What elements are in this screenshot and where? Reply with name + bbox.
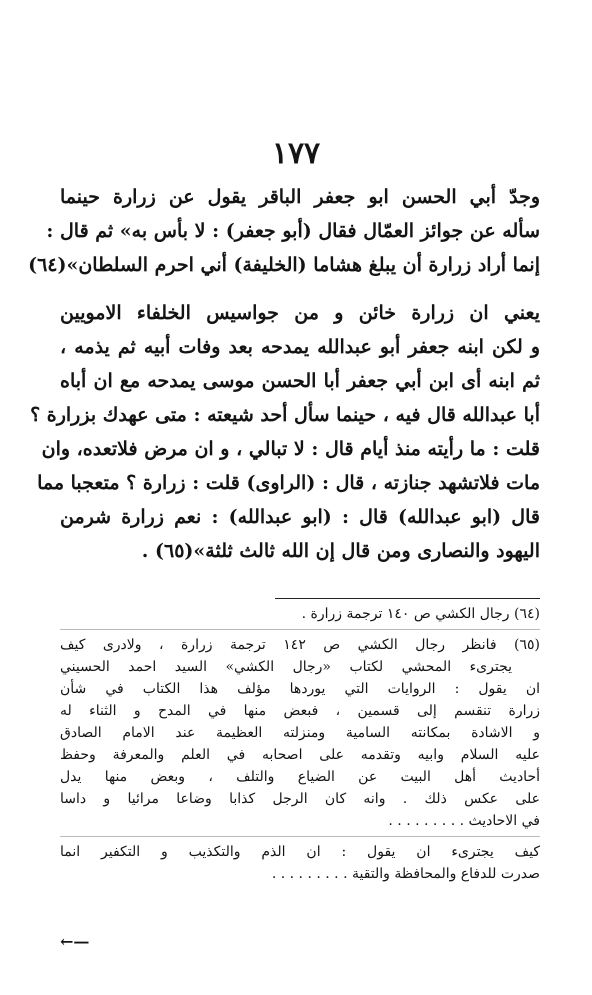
footnote-line: أحاديث أهل البيت عن الضياع والتلف ، وبعض منها يدل (60, 769, 540, 785)
main-text (28, 180, 540, 568)
body-line: يعني ان زرارة خائن و من جواسيس الخلفاء الامويين (60, 302, 540, 324)
body-line: إنما أراد زرارة أن يبلغ هشاما (الخليفة) أني احرم السلطان»(٦٤) (28, 254, 540, 276)
footnote-line: صدرت للدفاع والمحافظة والتقية . . . . . . . . . (271, 866, 540, 882)
footnote-rule (275, 598, 540, 599)
footnote-line: ان يقول : الروايات التي يوردها مؤلف هذا الكتاب في شأن (60, 681, 540, 697)
body-line: سأله عن جوائز العمّال فقال (أبو جعفر) : لا بأس به» ثم قال : (46, 220, 540, 242)
body-line: قلت : ما رأيته منذ أيام قال : لا تبالي ، و ان مرض فلاتعده، وان (41, 438, 540, 460)
body-line: وجدّ أبي الحسن ابو جعفر الباقر يقول عن زرارة حينما (60, 186, 540, 208)
footnote-line: على عكس ذلك . وانه كان الرجل كذابا وضاعا مرائيا و داسا (60, 791, 540, 807)
footnotes (60, 603, 540, 885)
body-line: مات فلاتشهد جنازته ، قال : (الراوى) قلت : زرارة ؟ متعجبا مما (37, 472, 540, 494)
footnote-line: (٦٤) رجال الكشي ص ١٤٠ ترجمة زرارة . (301, 606, 540, 622)
body-line: و لكن ابنه جعفر أبو عبدالله يمدحه بعد وفات أبيه ثم يذمه ، (60, 336, 540, 358)
continue-arrow-icon: ←— (60, 932, 90, 951)
footnote-line: عليه السلام وابيه وتقدمه على اصحابه في العلم والمعرفة وحفظ (60, 747, 540, 763)
footnote-line: (٦٥) فانظر رجال الكشي ص ١٤٢ ترجمة زرارة ، ولادرى كيف (60, 637, 540, 653)
footnote-line: يجترىء المحشي لكتاب «رجال الكشي» السيد احمد الحسيني (60, 659, 512, 675)
footnote-divider (60, 629, 540, 630)
page-number: ١٧٧ (271, 136, 321, 171)
footnote-line: زرارة تنقسم إلى قسمين ، فبعض منها في المدح و الثناء له (60, 703, 540, 719)
body-line: ثم ابنه أى ابن أبي جعفر أبا الحسن موسى يمدحه مع ان أباه (60, 370, 540, 392)
footnote-divider (60, 836, 540, 837)
footnote-line: في الاحاديث . . . . . . . . . (388, 813, 540, 829)
footnote-line: و الاشادة بمكانته السامية ومنزلته العظيمة عند الامام الصادق (60, 725, 540, 741)
body-line: قال (ابو عبدالله) قال : (ابو عبدالله) : نعم زرارة شرمن (60, 506, 540, 528)
body-line: أبا عبدالله قال فيه ، حينما سأل أحد شيعته : متى عهدك بزرارة ؟ (30, 404, 540, 426)
body-line: اليهود والنصارى ومن قال إن الله ثالث ثلثة»(٦٥) . (141, 540, 540, 562)
footnote-line: كيف يجترىء ان يقول : ان الذم والتكذيب و التكفير انما (60, 844, 540, 860)
